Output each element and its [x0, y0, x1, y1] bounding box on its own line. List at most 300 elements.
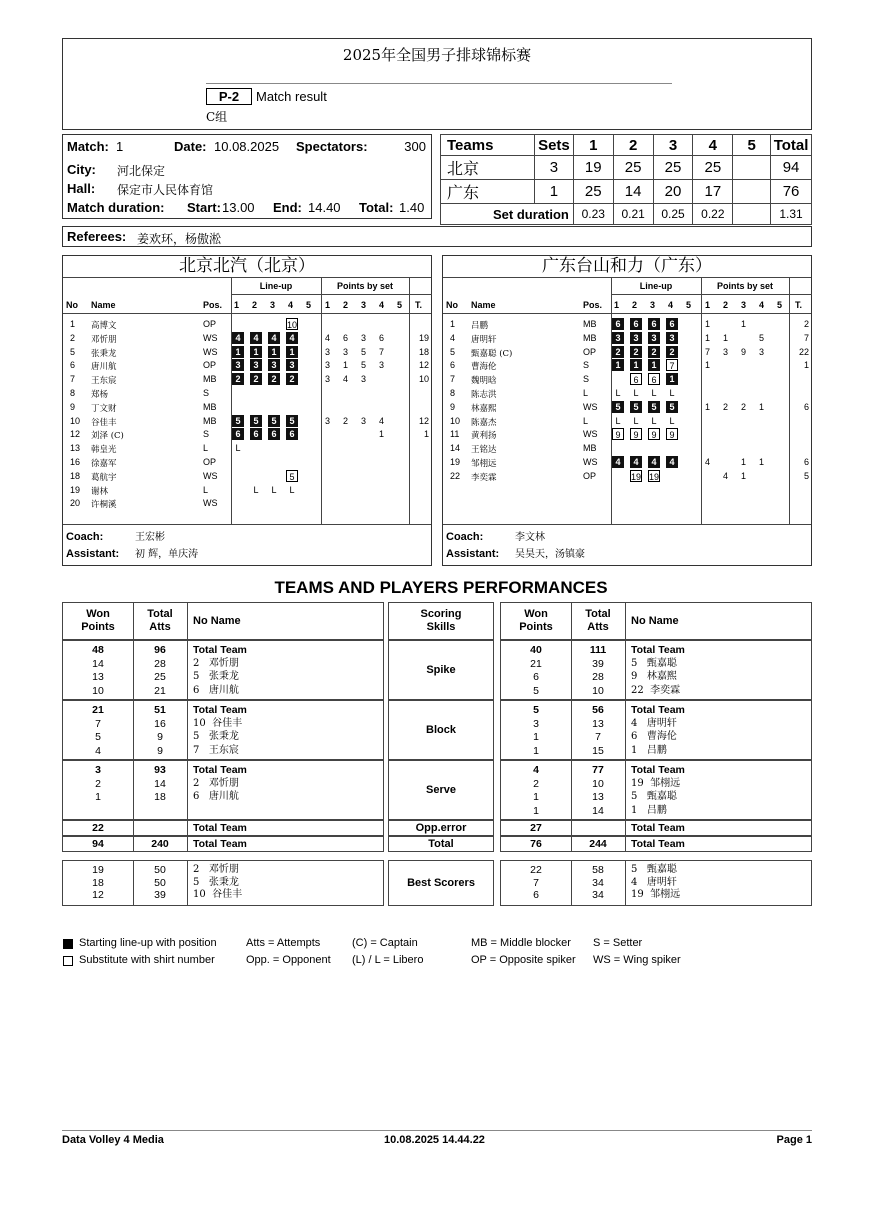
col-pos: Pos. [203, 300, 223, 310]
won-points: 1 [533, 744, 539, 757]
player-name: 曹海伦 [471, 362, 497, 373]
starting-position-box: 3 [630, 332, 642, 344]
libero-mark: L [633, 415, 639, 426]
player-name: 刘泽 (C) [91, 431, 124, 442]
player-position: MB [583, 319, 597, 329]
starting-position-box: 2 [648, 346, 660, 358]
player-position: MB [583, 443, 597, 454]
player-number: 10 [450, 415, 461, 426]
starting-position-box: 5 [612, 401, 624, 413]
player-row [443, 415, 811, 429]
player-entry: 22 李奕霖 [631, 684, 681, 696]
player-entry: Total Team [631, 704, 685, 716]
skills-header-label: Scoring Skills [420, 608, 462, 633]
substitute-box: 9 [630, 428, 642, 440]
skill-label-cell [388, 860, 494, 906]
starting-position-box: 6 [232, 428, 244, 440]
subheader-rule [611, 294, 812, 295]
column-divider [625, 821, 626, 835]
substitute-box: 9 [666, 428, 678, 440]
set-points: 2 [723, 401, 729, 412]
skill-name: Serve [426, 784, 456, 796]
player-number: 5 [70, 346, 76, 357]
player-name: 韩皇光 [91, 445, 117, 456]
player-number: 14 [450, 443, 461, 454]
player-row [443, 346, 811, 360]
legend-opp: Opp. = Opponent [246, 954, 331, 966]
column-divider [625, 603, 626, 639]
away-perf-header [500, 602, 812, 640]
results-head-sets: Sets [535, 135, 574, 156]
set-points: 1 [705, 319, 711, 329]
results-head-set5: 5 [733, 135, 771, 156]
total-value: 1.40 [399, 200, 425, 215]
report-name: Match result [256, 89, 327, 104]
divider [443, 277, 811, 278]
starting-position-box: 4 [612, 456, 624, 468]
legend-setter: S = Setter [593, 937, 643, 949]
set-points: 3 [343, 346, 349, 357]
player-number: 9 [70, 401, 76, 412]
coach-name: 王宏彬 [135, 532, 165, 543]
total-atts: 96 [154, 644, 166, 656]
substitute-legend-icon [63, 956, 73, 966]
starting-position-box: 3 [250, 359, 262, 371]
lineup-set-num: 4 [288, 300, 294, 310]
set-points: 1 [379, 429, 385, 440]
player-name: 王东宸 [91, 376, 117, 387]
player-name: 吕鹏 [471, 321, 489, 331]
won-points: 21 [92, 704, 104, 716]
set-duration: 0.21 [613, 204, 653, 225]
column-divider [187, 603, 188, 639]
coach-rule [443, 524, 811, 525]
player-name: 高博文 [91, 321, 117, 331]
starting-position-box: 1 [630, 359, 642, 371]
player-total: 12 [418, 360, 429, 371]
player-position: OP [583, 346, 597, 357]
legend-substitute: Substitute with shirt number [79, 954, 215, 966]
libero-mark: L [669, 388, 675, 398]
set-points: 1 [741, 457, 747, 467]
starting-position-box: 1 [612, 359, 624, 371]
set-points: 4 [343, 374, 349, 385]
total-atts: 13 [592, 791, 604, 803]
player-position: WS [203, 332, 218, 343]
libero-mark: L [271, 484, 277, 495]
col-total: T. [795, 300, 803, 310]
lineup-header: Line-up [639, 281, 673, 291]
total-atts: 93 [154, 764, 166, 776]
player-entry: Total Team [193, 644, 247, 656]
total-atts: 56 [592, 704, 604, 716]
away-skill-block [500, 700, 812, 760]
player-entry: 1 吕鹏 [631, 804, 667, 816]
player-row [63, 332, 431, 346]
results-sets-away: 1 [535, 180, 574, 204]
starting-position-box: 6 [666, 318, 678, 330]
won-points: 4 [533, 764, 539, 776]
player-position: S [203, 429, 210, 440]
won-points: 48 [92, 644, 104, 656]
starter-legend-icon [63, 939, 73, 949]
player-position: MB [203, 415, 217, 426]
player-total: 7 [803, 332, 809, 343]
player-number: 10 [70, 415, 81, 426]
column-divider [625, 701, 626, 759]
assistant-names: 初 辉，单庆涛 [135, 549, 199, 560]
won-points: 76 [530, 838, 542, 850]
lineup-set-num: 1 [234, 300, 240, 310]
points-header: Points by set [716, 281, 773, 291]
column-divider [187, 837, 188, 851]
set-points: 3 [379, 360, 385, 371]
set-points: 6 [379, 332, 385, 343]
legend-mb: MB = Middle blocker [471, 937, 571, 949]
total-atts: 34 [592, 876, 604, 889]
starting-position-box: 4 [232, 332, 244, 344]
player-entry: Total Team [193, 764, 247, 776]
results-head-set3: 3 [653, 135, 693, 156]
won-points: 10 [92, 684, 104, 697]
player-number: 18 [70, 470, 81, 481]
substitute-box: 5 [286, 470, 298, 482]
starting-position-box: 3 [648, 332, 660, 344]
player-position: L [203, 443, 209, 454]
column-divider [625, 861, 626, 905]
column-divider [571, 821, 572, 835]
substitute-box: 10 [287, 320, 298, 330]
col-pos: Pos. [583, 300, 603, 310]
player-number: 7 [70, 374, 76, 385]
col-no: No [446, 300, 458, 310]
total-atts: 50 [154, 864, 166, 876]
starting-position-box: 1 [666, 373, 678, 385]
set-points: 1 [741, 319, 747, 329]
home-opp-error-row [62, 820, 384, 836]
starting-position-box: 5 [666, 401, 678, 413]
starting-position-box: 1 [286, 346, 298, 358]
total-atts: 14 [154, 777, 166, 790]
results-table [440, 134, 812, 225]
column-divider [187, 761, 188, 819]
set-points: 1 [723, 332, 729, 343]
won-points: 40 [530, 644, 542, 656]
results-head-set1: 1 [573, 135, 613, 156]
page-title: 2025年全国男子排球锦标赛 [342, 46, 532, 64]
col-total: T. [415, 300, 423, 310]
player-name: 魏明晗 [471, 376, 497, 387]
player-position: L [203, 484, 209, 495]
starting-position-box: 4 [630, 456, 642, 468]
player-row [63, 373, 431, 387]
results-head-set2: 2 [613, 135, 653, 156]
libero-mark: L [633, 388, 639, 398]
set-points: 1 [759, 401, 765, 412]
starting-position-box: 5 [630, 401, 642, 413]
player-entry: 4 唐明轩 [631, 876, 677, 888]
starting-position-box: 3 [232, 359, 244, 371]
player-entry: 6 曹海伦 [631, 731, 677, 742]
player-total: 1 [803, 360, 809, 371]
away-skill-block [500, 760, 812, 820]
set-points: 4 [379, 415, 385, 426]
results-score: 19 [573, 156, 613, 180]
lineup-set-num: 3 [270, 300, 276, 310]
set-points: 7 [705, 346, 711, 357]
won-points: 2 [533, 777, 539, 790]
player-total: 19 [418, 332, 429, 343]
skill-label-cell [388, 820, 494, 836]
starting-position-box: 6 [268, 428, 280, 440]
player-number: 1 [450, 319, 456, 329]
results-head-total: Total [771, 135, 812, 156]
player-total: 6 [803, 401, 809, 412]
player-position: MB [203, 401, 217, 412]
player-number: 20 [70, 498, 81, 509]
starting-position-box: 5 [286, 415, 298, 427]
team-name: 广东台山和力（广东） [542, 256, 712, 276]
player-name: 郑杨 [91, 390, 109, 400]
results-sets-home: 3 [535, 156, 574, 180]
player-name: 邓忻朋 [91, 334, 117, 345]
player-number: 5 [450, 346, 456, 357]
performance-title: TEAMS AND PLAYERS PERFORMANCES [274, 578, 608, 597]
set-points: 3 [361, 374, 367, 385]
player-name: 李奕霖 [471, 472, 497, 483]
won-points: 1 [95, 791, 101, 803]
city-label: City: [67, 162, 96, 177]
lineup-set-num: 3 [650, 300, 656, 310]
points-set-num: 3 [361, 300, 367, 310]
legend-libero: (L) / L = Libero [352, 954, 424, 966]
away-best-scorers [500, 860, 812, 906]
player-position: WS [583, 401, 598, 412]
won-points: 5 [533, 684, 539, 697]
total-atts: 15 [592, 744, 604, 757]
player-number: 9 [450, 401, 456, 412]
won-points: 3 [95, 764, 101, 776]
results-total-home: 94 [771, 156, 812, 180]
column-divider [133, 821, 134, 835]
set-points: 3 [759, 346, 765, 357]
player-total: 18 [418, 346, 429, 357]
match-info [62, 134, 432, 219]
player-total: 5 [803, 470, 809, 481]
player-name: 邹栩远 [471, 459, 497, 469]
libero-mark: L [615, 415, 621, 426]
set-points: 1 [759, 457, 765, 467]
legend-op: OP = Opposite spiker [471, 954, 576, 966]
total-atts: 51 [154, 704, 166, 716]
skill-name: Block [426, 724, 456, 736]
player-row [443, 401, 811, 415]
player-row [63, 401, 431, 415]
name-header: No Name [193, 615, 241, 627]
player-total: 10 [418, 374, 429, 385]
player-number: 7 [450, 374, 456, 385]
player-position: OP [203, 319, 217, 329]
starting-position-box: 2 [612, 346, 624, 358]
home-skill-block [62, 640, 384, 700]
total-atts: 77 [592, 764, 604, 776]
won-points: 22 [530, 864, 542, 876]
column-divider [187, 821, 188, 835]
substitute-box: 7 [666, 359, 678, 371]
total-atts: 240 [151, 838, 169, 850]
skill-name: Total [428, 838, 454, 850]
subheader-rule [231, 294, 432, 295]
coach-name: 李文林 [515, 532, 545, 543]
total-atts: 111 [589, 644, 607, 656]
home-team-panel [62, 255, 432, 566]
won-points-header: Won Points [519, 608, 553, 633]
title-rule [206, 83, 672, 84]
results-team-home: 北京 [441, 156, 535, 180]
skill-name: Best Scorers [407, 877, 475, 889]
set-points: 6 [343, 332, 349, 343]
player-position: L [583, 415, 589, 426]
starting-position-box: 2 [630, 346, 642, 358]
starting-position-box: 4 [250, 332, 262, 344]
footer-left: Data Volley 4 Media [62, 1134, 164, 1146]
player-name: 丁文财 [91, 403, 117, 414]
points-set-num: 3 [741, 300, 747, 310]
player-row [63, 359, 431, 373]
won-points: 2 [95, 777, 101, 790]
set-points: 9 [741, 346, 747, 357]
total-atts: 50 [154, 876, 166, 889]
starting-position-box: 6 [612, 318, 624, 330]
points-set-num: 4 [759, 300, 765, 310]
points-set-num: 4 [379, 300, 385, 310]
hall-label: Hall: [67, 181, 96, 196]
substitute-box: 19 [649, 471, 660, 482]
home-perf-header [62, 602, 384, 640]
starting-position-box: 3 [666, 332, 678, 344]
player-position: WS [203, 498, 218, 509]
won-points: 18 [92, 876, 104, 889]
set-points: 1 [705, 332, 711, 343]
lineup-set-num: 1 [614, 300, 620, 310]
assistant-label: Assistant: [446, 548, 500, 560]
starting-position-box: 2 [666, 346, 678, 358]
total-atts: 14 [592, 804, 604, 817]
total-atts: 13 [592, 717, 604, 730]
player-entry: Total Team [631, 764, 685, 776]
coach-label: Coach: [66, 531, 104, 543]
won-points: 19 [92, 864, 104, 876]
player-position: WS [583, 457, 598, 467]
player-entry: 5 张秉龙 [193, 876, 239, 888]
player-name: 许桐溪 [91, 500, 117, 511]
substitute-box: 19 [631, 471, 642, 482]
date-label: Date: [174, 139, 207, 154]
hall-value: 保定市人民体育馆 [117, 183, 214, 197]
player-name: 甄嘉聪 (C) [471, 348, 513, 359]
total-atts: 25 [154, 671, 166, 683]
results-score: 17 [693, 180, 733, 204]
total-atts: 58 [592, 864, 604, 876]
won-points: 5 [95, 731, 101, 743]
player-entry: 4 唐明轩 [631, 717, 677, 729]
won-points: 7 [533, 876, 539, 889]
skill-name: Opp.error [415, 822, 467, 834]
column-divider [625, 641, 626, 699]
player-entry: 2 邓忻朋 [193, 777, 239, 789]
set-points: 5 [361, 346, 367, 357]
libero-mark: L [289, 484, 295, 495]
referees-value: 姜欢环，杨傲淞 [137, 232, 222, 246]
libero-mark: L [615, 388, 621, 398]
player-row [443, 387, 811, 401]
points-set-num: 1 [325, 300, 331, 310]
player-row [63, 415, 431, 429]
player-position: S [583, 360, 590, 371]
legend [62, 937, 812, 971]
player-row [443, 359, 811, 373]
coach-rule [63, 524, 431, 525]
starting-position-box: 2 [286, 373, 298, 385]
column-divider [187, 861, 188, 905]
won-points: 3 [533, 717, 539, 730]
substitute-box: 6 [630, 373, 642, 385]
results-score: 25 [573, 180, 613, 204]
starting-position-box: 5 [648, 401, 660, 413]
column-divider [187, 641, 188, 699]
legend-ws: WS = Wing spiker [593, 954, 681, 966]
home-total-row [62, 836, 384, 852]
player-number: 13 [70, 443, 81, 454]
total-atts: 10 [592, 777, 604, 790]
starting-position-box: 1 [268, 346, 280, 358]
total-atts: 39 [592, 657, 604, 670]
won-points: 6 [533, 671, 539, 683]
total-atts: 34 [592, 889, 604, 901]
won-points: 13 [92, 671, 104, 683]
results-head-set4: 4 [693, 135, 733, 156]
player-name: 陈志洪 [471, 390, 497, 400]
player-position: L [583, 388, 589, 398]
player-number: 6 [70, 360, 76, 371]
won-points: 1 [533, 791, 539, 803]
header-rule [443, 313, 811, 314]
starting-position-box: 1 [648, 359, 660, 371]
player-entry: 9 林嘉熙 [631, 671, 677, 682]
player-position: S [583, 374, 590, 385]
starting-position-box: 1 [232, 346, 244, 358]
player-entry: 1 吕鹏 [631, 744, 667, 756]
player-entry: 10 谷佳丰 [193, 889, 243, 900]
footer-center: 10.08.2025 14.44.22 [384, 1134, 485, 1146]
won-points: 6 [533, 889, 539, 901]
lineup-set-num: 2 [252, 300, 258, 310]
footer-right: Page 1 [776, 1134, 812, 1146]
set-duration: 0.25 [653, 204, 693, 225]
team-name: 北京北汽（北京） [179, 256, 315, 276]
points-set-num: 2 [723, 300, 729, 310]
away-opp-error-row [500, 820, 812, 836]
starting-position-box: 2 [268, 373, 280, 385]
won-points: 4 [95, 744, 101, 757]
won-points: 7 [95, 717, 101, 730]
player-total: 22 [798, 346, 809, 357]
set-points: 4 [705, 457, 711, 467]
results-head-teams: Teams [441, 135, 535, 156]
results-score: 25 [613, 156, 653, 180]
set-points: 1 [705, 360, 711, 371]
substitute-box: 9 [612, 428, 624, 440]
